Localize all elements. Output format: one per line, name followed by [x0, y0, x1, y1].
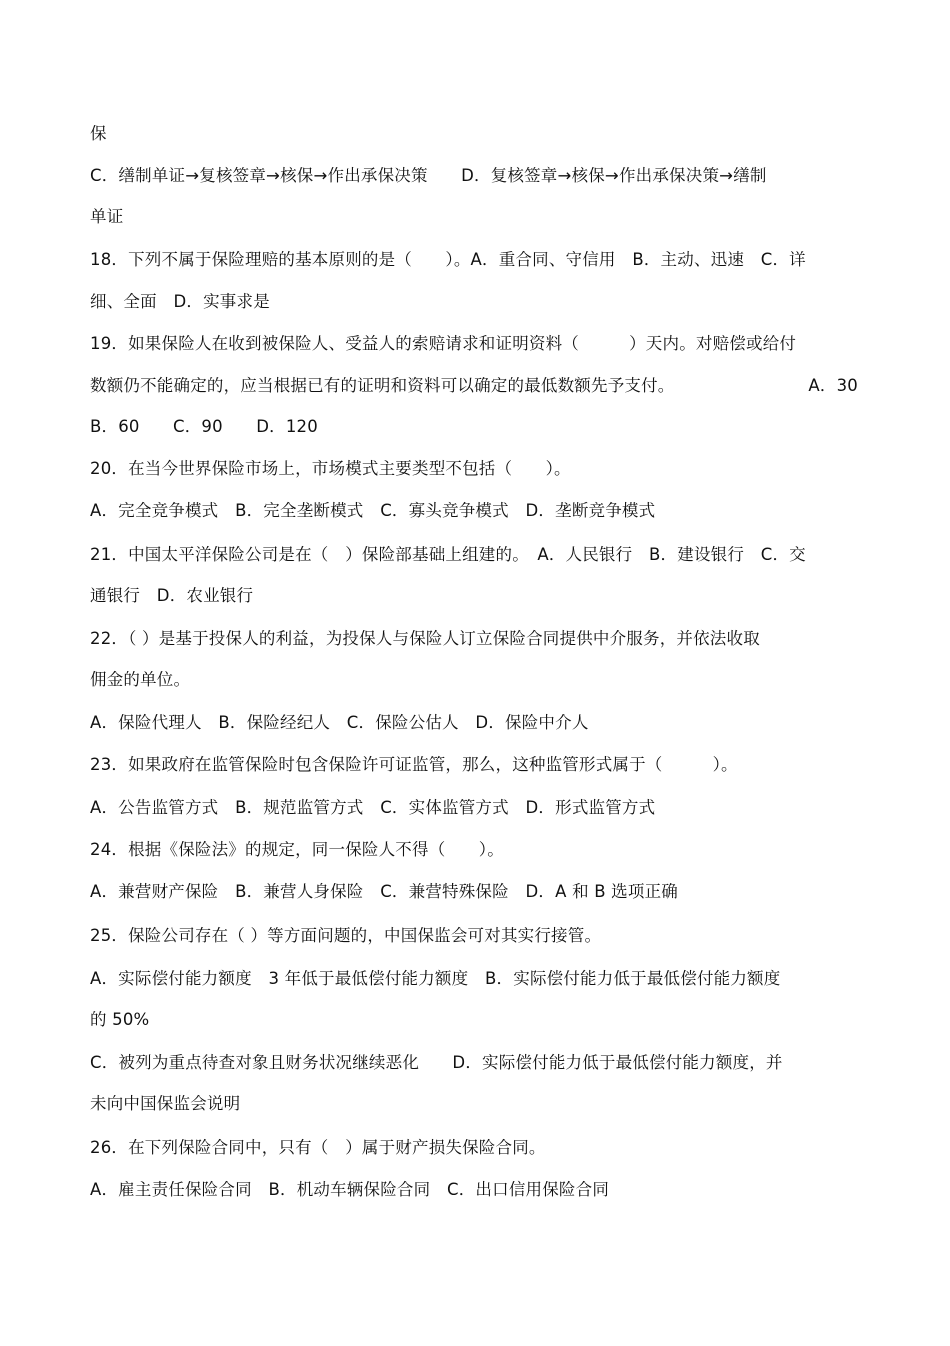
text-line: 数额仍不能确定的，应当根据已有的证明和资料可以确定的最低数额先予支付。 — [90, 376, 675, 395]
options-line: A．完全竞争模式 B．完全垄断模式 C．寡头竞争模式 D．垄断竞争模式 — [90, 501, 656, 520]
question-19: 19．如果保险人在收到被保险人、受益人的索赔请求和证明资料（ ）天内。对赔偿或给付 — [90, 334, 797, 353]
text-line: B．60 C．90 D．120 — [90, 417, 318, 436]
question-24: 24．根据《保险法》的规定，同一保险人不得（ ）。 — [90, 840, 504, 859]
question-20: 20．在当今世界保险市场上，市场模式主要类型不包括（ ）。 — [90, 459, 571, 478]
question-22: 22．（ ）是基于投保人的利益，为投保人与保险人订立保险合同提供中介服务，并依法收取 — [90, 629, 760, 648]
options-line: A．兼营财产保险 B．兼营人身保险 C．兼营特殊保险 D．A 和 B 选项正确 — [90, 882, 678, 901]
text-line: 的 50% — [90, 1010, 150, 1029]
options-line: C．被列为重点待查对象且财务状况继续恶化 D．实际偿付能力低于最低偿付能力额度，并 — [90, 1053, 783, 1072]
question-25: 25．保险公司存在（ ）等方面问题的，中国保监会可对其实行接管。 — [90, 926, 602, 945]
text-line: 保 — [90, 124, 107, 143]
options-line: A．保险代理人 B．保险经纪人 C．保险公估人 D．保险中介人 — [90, 713, 589, 732]
question-23: 23．如果政府在监管保险时包含保险许可证监管，那么，这种监管形式属于（ ）。 — [90, 755, 738, 774]
text-line: 佣金的单位。 — [90, 670, 191, 689]
text-line: 细、全面 D．实事求是 — [90, 292, 270, 311]
question-18: 18．下列不属于保险理赔的基本原则的是（ ）。A．重合同、守信用 B．主动、迅速 C．详 — [90, 250, 806, 269]
text-line: 通银行 D．农业银行 — [90, 586, 254, 605]
text-line: 单证 — [90, 207, 124, 226]
option-a: A．30 — [808, 376, 858, 395]
options-line: A．公告监管方式 B．规范监管方式 C．实体监管方式 D．形式监管方式 — [90, 798, 656, 817]
options-line: A．雇主责任保险合同 B．机动车辆保险合同 C．出口信用保险合同 — [90, 1180, 610, 1199]
options-line: A．实际偿付能力额度 3 年低于最低偿付能力额度 B．实际偿付能力低于最低偿付能力额度 — [90, 969, 781, 988]
question-26: 26．在下列保险合同中，只有（ ）属于财产损失保险合同。 — [90, 1138, 546, 1157]
text-line: C．缮制单证→复核签章→核保→作出承保决策 D．复核签章→核保→作出承保决策→缮制 — [90, 166, 767, 185]
question-21: 21．中国太平洋保险公司是在（ ）保险部基础上组建的。 A．人民银行 B．建设银行 C．交 — [90, 545, 806, 564]
text-line: 未向中国保监会说明 — [90, 1094, 241, 1113]
